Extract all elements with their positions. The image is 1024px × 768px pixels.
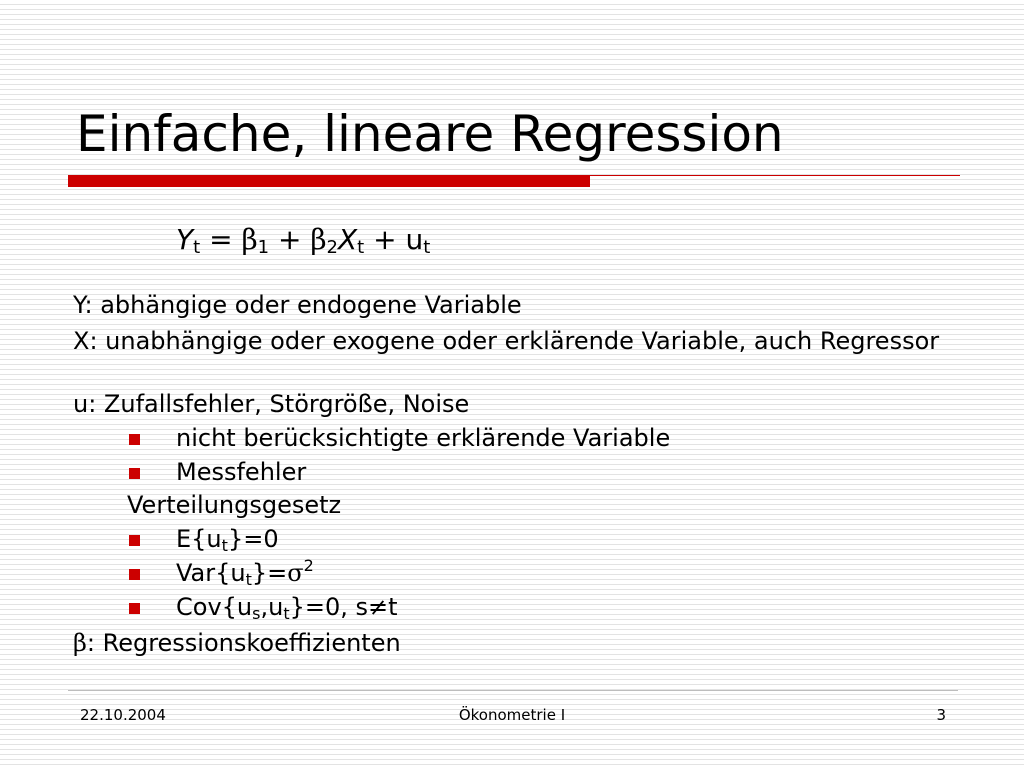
- equation-y-subscript: t: [193, 237, 201, 258]
- title-underline-thin: [590, 175, 960, 176]
- bullet-variance: [176, 558, 314, 588]
- equation-equals: =: [200, 223, 242, 256]
- title-underline-thick: [68, 175, 590, 187]
- equation-beta-1-subscript: 1: [257, 237, 270, 258]
- beta-symbol: β: [73, 629, 87, 657]
- covariance-middle: ,u: [260, 593, 284, 621]
- expectation-suffix: }=0: [227, 525, 279, 553]
- expectation-prefix: E{u: [176, 525, 222, 553]
- regression-equation: [176, 220, 430, 260]
- covariance-suffix: }=0, s≠t: [289, 593, 398, 621]
- variance-square: 2: [303, 556, 314, 575]
- square-bullet-icon: [129, 535, 140, 546]
- equation-u-subscript: t: [423, 237, 431, 258]
- covariance-subscript-t: t: [283, 604, 290, 623]
- expectation-subscript: t: [221, 536, 228, 555]
- footer-divider: [68, 690, 958, 691]
- covariance-subscript-s: s: [252, 604, 261, 623]
- beta-definition-text: : Regressionskoeffizienten: [86, 629, 401, 657]
- y-definition: Y: abhängige oder endogene Variable: [73, 291, 522, 319]
- bullet-expectation: [176, 524, 279, 554]
- equation-x-subscript: t: [357, 237, 365, 258]
- u-definition: u: Zufallsfehler, Störgröße, Noise: [73, 390, 470, 418]
- x-definition: X: unabhängige oder exogene oder erklärende Variable, auch Regressor: [73, 327, 940, 355]
- equation-u: u: [405, 223, 424, 256]
- variance-suffix: }=: [251, 559, 288, 587]
- square-bullet-icon: [129, 603, 140, 614]
- distribution-heading: Verteilungsgesetz: [127, 491, 342, 519]
- equation-plus-2: +: [364, 223, 406, 256]
- square-bullet-icon: [129, 434, 140, 445]
- equation-x: X: [337, 223, 358, 256]
- variance-sigma: σ: [287, 559, 304, 587]
- bullet-covariance: [176, 592, 398, 622]
- equation-plus-1: +: [269, 223, 311, 256]
- equation-beta-2: β: [310, 223, 327, 256]
- equation-beta-2-subscript: 2: [326, 237, 338, 258]
- equation-beta-1: β: [241, 223, 258, 256]
- bullet-omitted-variable: nicht berücksichtigte erklärende Variable: [176, 424, 671, 452]
- footer-page-number: 3: [936, 706, 946, 724]
- variance-prefix: Var{u: [176, 559, 246, 587]
- square-bullet-icon: [129, 569, 140, 580]
- slide-title: Einfache, lineare Regression: [76, 105, 784, 163]
- equation-y: Y: [176, 223, 194, 256]
- footer-course: Ökonometrie I: [458, 706, 566, 724]
- beta-definition: [73, 628, 401, 658]
- variance-subscript: t: [245, 570, 252, 589]
- bullet-measurement-error: Messfehler: [176, 458, 307, 486]
- covariance-prefix: Cov{u: [176, 593, 253, 621]
- footer-date: 22.10.2004: [80, 706, 166, 724]
- square-bullet-icon: [129, 468, 140, 479]
